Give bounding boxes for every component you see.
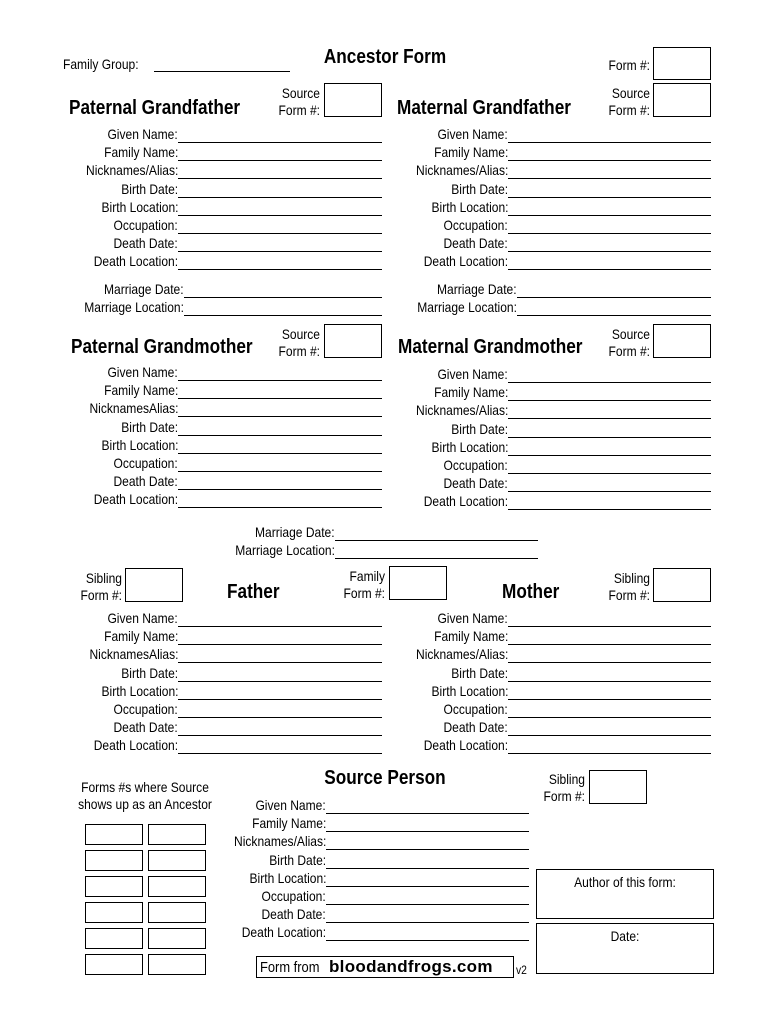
source-person-sibling-box[interactable]: [589, 770, 647, 804]
field-row: [0, 493, 711, 510]
field-label: Death Location:: [93, 737, 178, 754]
field-row: [0, 199, 711, 216]
field-line[interactable]: [326, 849, 529, 850]
field-label: Death Location:: [93, 491, 178, 508]
field-label: Birth Date:: [451, 180, 508, 197]
form-number-cell[interactable]: [148, 902, 206, 923]
field-label: NicknamesAlias:: [89, 400, 178, 417]
field-label: Occupation:: [113, 217, 178, 233]
form-number-label: Form #:: [608, 57, 650, 73]
family-group-field[interactable]: [154, 71, 290, 72]
field-label: Given Name:: [107, 610, 178, 626]
field-row: [0, 418, 711, 438]
field-line[interactable]: [335, 558, 538, 559]
field-row: [0, 701, 711, 718]
field-label: Death Location:: [423, 737, 508, 754]
form-number-cell[interactable]: [85, 850, 143, 871]
field-label: Family Name:: [433, 384, 508, 401]
field-label: Given Name:: [107, 364, 178, 380]
field-row: [0, 281, 711, 298]
footer-credit: [256, 956, 514, 978]
field-line[interactable]: [326, 886, 529, 887]
field-line[interactable]: [508, 626, 711, 627]
family-label-line1: Family: [349, 568, 385, 584]
footer-version: v2: [516, 963, 527, 977]
field-label: Given Name:: [437, 366, 508, 382]
field-line[interactable]: [326, 904, 529, 905]
field-label: Marriage Date:: [255, 524, 335, 540]
source-label-line2: Form #:: [278, 343, 320, 359]
field-line[interactable]: [508, 717, 711, 718]
form-number-cell[interactable]: [85, 824, 143, 845]
maternal-grandmother-title: Maternal Grandmother: [398, 336, 583, 358]
field-label: Birth Date:: [269, 851, 326, 868]
field-label: Death Date:: [113, 473, 178, 490]
field-label: Nicknames/Alias:: [415, 402, 508, 419]
source-person-title: Source Person: [324, 767, 446, 789]
mother-sibling-box[interactable]: [653, 568, 711, 602]
author-box[interactable]: [536, 869, 714, 919]
field-label: Birth Date:: [121, 664, 178, 681]
field-row: [0, 144, 711, 161]
form-number-cell[interactable]: [148, 824, 206, 845]
maternal-grandmother-source-box[interactable]: [653, 324, 711, 358]
field-line[interactable]: [508, 437, 711, 438]
father-sibling-box[interactable]: [125, 568, 183, 602]
sibling-label-line1: Sibling: [613, 570, 650, 586]
field-row: [0, 628, 711, 645]
field-line[interactable]: [508, 455, 711, 456]
field-row: [0, 870, 529, 887]
field-line[interactable]: [508, 142, 711, 143]
field-line[interactable]: [508, 197, 711, 198]
field-line[interactable]: [508, 178, 711, 179]
field-line[interactable]: [508, 215, 711, 216]
field-row: [0, 906, 529, 923]
field-label: Death Location:: [93, 253, 178, 270]
field-line[interactable]: [508, 251, 711, 252]
source-label-line1: Source: [281, 326, 320, 342]
form-number-cell[interactable]: [148, 928, 206, 949]
maternal-grandfather-title: Maternal Grandfather: [397, 97, 571, 119]
field-label: Nicknames/Alias:: [415, 646, 508, 663]
field-label: Death Date:: [113, 235, 178, 252]
field-label: Family Name:: [433, 144, 508, 161]
form-number-cell[interactable]: [85, 954, 143, 975]
field-label: Death Date:: [443, 719, 508, 736]
field-label: Birth Date:: [121, 180, 178, 197]
field-label: Occupation:: [261, 888, 326, 904]
field-label: Family Name:: [103, 144, 178, 161]
source-label-line2: Form #:: [608, 102, 650, 118]
field-label: Death Location:: [241, 924, 326, 941]
field-row: [0, 475, 711, 492]
field-row: [0, 162, 711, 179]
field-label: Marriage Location:: [235, 542, 335, 558]
father-title: Father: [227, 581, 280, 603]
field-line[interactable]: [508, 753, 711, 754]
field-label: Death Location:: [423, 493, 508, 510]
sibling-label-line2: Form #:: [543, 788, 585, 804]
field-label: Birth Location:: [101, 198, 178, 215]
field-row: [0, 888, 529, 905]
footer-prefix: Form from: [260, 959, 320, 976]
field-row: [0, 402, 711, 419]
field-row: [0, 610, 711, 627]
field-row: [0, 737, 711, 754]
field-line[interactable]: [326, 940, 529, 941]
field-row: [0, 646, 711, 663]
source-label-line2: Form #:: [278, 102, 320, 118]
date-label: Date:: [610, 928, 640, 944]
field-line[interactable]: [326, 831, 529, 832]
field-label: NicknamesAlias:: [89, 646, 178, 663]
sibling-label-line1: Sibling: [548, 771, 585, 787]
paternal-grandmother-source-box[interactable]: [324, 324, 382, 358]
field-label: Nicknames/Alias:: [233, 833, 326, 850]
source-label-line1: Source: [611, 326, 650, 342]
field-row: [0, 719, 711, 736]
field-label: Death Location:: [423, 253, 508, 270]
field-label: Occupation:: [443, 701, 508, 717]
field-label: Given Name:: [437, 126, 508, 142]
field-line[interactable]: [508, 662, 711, 663]
field-label: Death Date:: [443, 475, 508, 492]
form-number-cell[interactable]: [148, 850, 206, 871]
field-label: Family Name:: [251, 815, 326, 832]
paternal-grandfather-source-box[interactable]: [324, 83, 382, 117]
field-label: Occupation:: [443, 217, 508, 233]
field-line[interactable]: [508, 681, 711, 682]
field-label: Marriage Location:: [84, 299, 184, 315]
field-line[interactable]: [517, 297, 711, 298]
field-label: Birth Location:: [431, 682, 508, 699]
page-title: Ancestor Form: [323, 46, 447, 68]
form-number-cell[interactable]: [85, 928, 143, 949]
forms-where-source-line1: Forms #s where Source: [81, 779, 209, 795]
field-line[interactable]: [508, 699, 711, 700]
field-line[interactable]: [508, 418, 711, 419]
field-line[interactable]: [508, 473, 711, 474]
forms-where-source-line2: shows up as an Ancestor: [78, 796, 212, 812]
field-row: [0, 299, 711, 316]
field-line[interactable]: [326, 868, 529, 869]
field-label: Marriage Date:: [437, 281, 517, 297]
field-label: Occupation:: [443, 457, 508, 473]
field-row: [0, 384, 711, 401]
field-label: Family Name:: [433, 628, 508, 645]
source-label-line1: Source: [281, 85, 320, 101]
field-label: Birth Date:: [121, 418, 178, 435]
field-line[interactable]: [508, 509, 711, 510]
family-form-box[interactable]: [389, 566, 447, 600]
field-label: Nicknames/Alias:: [85, 162, 178, 179]
field-label: Birth Location:: [101, 682, 178, 699]
author-label: Author of this form:: [574, 874, 676, 890]
field-row: [0, 815, 529, 832]
family-group-label: Family Group:: [63, 56, 139, 72]
field-line[interactable]: [508, 644, 711, 645]
field-label: Nicknames/Alias:: [415, 162, 508, 179]
field-line[interactable]: [326, 813, 529, 814]
mother-title: Mother: [502, 581, 560, 603]
form-number-cell[interactable]: [148, 876, 206, 897]
field-label: Family Name:: [103, 628, 178, 645]
field-row: [0, 542, 538, 559]
field-row: [0, 797, 529, 814]
field-label: Given Name:: [437, 610, 508, 626]
field-label: Death Date:: [443, 235, 508, 252]
field-row: [0, 683, 711, 700]
field-label: Given Name:: [255, 797, 326, 813]
field-row: [0, 235, 711, 252]
source-label-line1: Source: [611, 85, 650, 101]
form-number-box[interactable]: [653, 47, 711, 80]
field-row: [0, 524, 538, 541]
field-label: Birth Date:: [451, 664, 508, 681]
family-label-line2: Form #:: [343, 585, 385, 601]
date-box[interactable]: [536, 923, 714, 974]
sibling-label-line1: Sibling: [85, 570, 122, 586]
field-row: [0, 665, 711, 682]
field-line[interactable]: [508, 233, 711, 234]
field-label: Birth Location:: [431, 438, 508, 455]
field-line[interactable]: [508, 735, 711, 736]
field-label: Death Date:: [113, 719, 178, 736]
field-row: [0, 924, 529, 941]
field-line[interactable]: [508, 382, 711, 383]
field-row: [0, 833, 529, 850]
footer-brand[interactable]: bloodandfrogs.com: [329, 957, 493, 976]
form-number-cell[interactable]: [85, 876, 143, 897]
field-row: [0, 181, 711, 198]
field-label: Family Name:: [103, 382, 178, 399]
field-line[interactable]: [508, 400, 711, 401]
field-label: Marriage Date:: [104, 281, 184, 297]
field-row: [0, 366, 711, 383]
paternal-grandfather-title: Paternal Grandfather: [69, 97, 241, 119]
field-row: [0, 217, 711, 234]
sibling-label-line2: Form #:: [608, 587, 650, 603]
field-line[interactable]: [517, 315, 711, 316]
form-number-cell[interactable]: [148, 954, 206, 975]
field-label: Death Date:: [261, 906, 326, 923]
sibling-label-line2: Form #:: [80, 587, 122, 603]
paternal-grandmother-title: Paternal Grandmother: [71, 336, 253, 358]
field-label: Birth Date:: [451, 420, 508, 437]
field-label: Birth Location:: [431, 198, 508, 215]
field-row: [0, 852, 529, 869]
field-row: [0, 253, 711, 270]
maternal-grandfather-source-box[interactable]: [653, 83, 711, 117]
field-label: Given Name:: [107, 126, 178, 142]
field-line[interactable]: [335, 540, 538, 541]
source-label-line2: Form #:: [608, 343, 650, 359]
field-line[interactable]: [508, 160, 711, 161]
field-label: Birth Location:: [249, 869, 326, 886]
field-row: [0, 457, 711, 474]
field-label: Occupation:: [113, 455, 178, 471]
field-label: Birth Location:: [101, 436, 178, 453]
form-number-cell[interactable]: [85, 902, 143, 923]
field-line[interactable]: [508, 491, 711, 492]
field-line[interactable]: [508, 269, 711, 270]
field-line[interactable]: [326, 922, 529, 923]
field-label: Marriage Location:: [417, 299, 517, 315]
field-label: Occupation:: [113, 701, 178, 717]
field-row: [0, 126, 711, 143]
field-row: [0, 436, 711, 456]
